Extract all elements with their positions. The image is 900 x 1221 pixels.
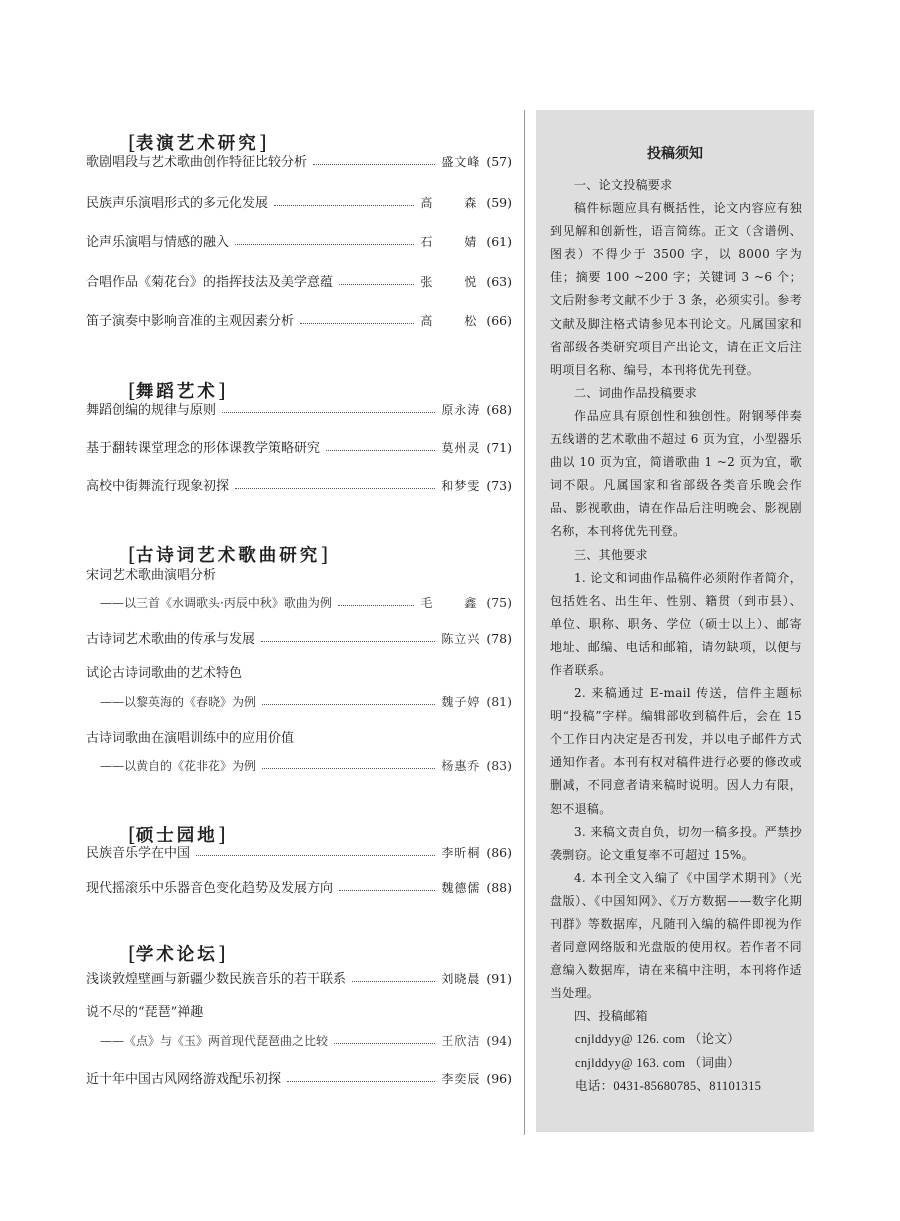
- toc-entry-subtitle-row: [100, 593, 512, 613]
- section-title: 学术论坛: [135, 945, 218, 965]
- leader-dots: [196, 854, 435, 856]
- toc-entry-author: 高 松: [420, 314, 487, 328]
- toc-entry-author: 王欣洁: [441, 1034, 481, 1048]
- leader-dots: [222, 411, 435, 413]
- toc-entry-page: (91): [486, 971, 512, 986]
- toc-entry-author: 杨惠乔: [441, 759, 481, 773]
- notice-title: 投稿须知: [647, 146, 703, 162]
- leader-dots: [339, 283, 414, 285]
- toc-entry: [86, 311, 512, 331]
- bracket-right: ]: [217, 822, 226, 846]
- bracket-right: ]: [320, 542, 329, 566]
- bracket-right: ]: [217, 378, 226, 402]
- leader-dots: [338, 604, 414, 606]
- toc-entry: [86, 878, 512, 898]
- notice-paragraph: 4. 本刊全文入编了《中国学术期刊》（光盘版）、《中国知网》、《万方数据——数字化期刊群》等数据库，凡随刊入编的稿件即视为作者同意网络版和光盘版的使用权。若作者不同意编入数据库，请在来稿中注明，本刊将作适当处理。: [550, 870, 802, 1001]
- leader-dots: [261, 640, 435, 642]
- bracket-right: ]: [258, 130, 267, 154]
- toc-entry-subtitle: ——以黄自的《花非花》为例: [100, 759, 257, 773]
- toc-entry-page: (63): [486, 274, 512, 289]
- toc-entry-title: 民族音乐学在中国: [86, 846, 191, 861]
- bracket-left: [: [128, 822, 136, 846]
- toc-entry-subtitle-row: [100, 692, 512, 712]
- leader-dots: [300, 322, 414, 324]
- notice-heading: 四、投稿邮箱: [574, 1009, 648, 1024]
- toc-entry: [86, 1069, 512, 1089]
- toc-entry-page: (88): [486, 880, 512, 895]
- toc-entry: [86, 400, 512, 420]
- toc-entry-page: (68): [486, 402, 512, 417]
- leader-dots: [262, 767, 435, 769]
- notice-body: [550, 174, 802, 1098]
- toc-entry-author: 毛 鑫: [420, 596, 487, 610]
- toc-entry-author: 石 婧: [420, 235, 487, 249]
- toc-entry-title: 古诗词艺术歌曲的传承与发展: [86, 632, 256, 647]
- bracket-left: [: [128, 941, 136, 965]
- table-of-contents: [86, 0, 512, 1221]
- toc-entry-author: 陈立兴: [441, 632, 481, 646]
- toc-entry-page: (66): [486, 313, 512, 328]
- toc-entry-title: 说不尽的“琵琶”禅趣: [86, 1005, 204, 1020]
- submission-notice-box: [536, 110, 814, 1132]
- leader-dots: [274, 204, 414, 206]
- toc-entry-title: 笛子演奏中影响音准的主观因素分析: [86, 314, 295, 329]
- notice-paragraph: 作品应具有原创性和独创性。附钢琴伴奏五线谱的艺术歌曲不超过 6 页为宜，小型器乐曲以 10 页为宜，简谱歌曲 1 ~2 页为宜，歌词不限。凡属国家和省部级各类音乐晚会作品、影视歌曲，请在作品后注明晚会、影视剧名称，本刊将优先刊登。: [550, 408, 802, 539]
- notice-paragraph: 1. 论文和词曲作品稿件必须附作者简介，包括姓名、出生年、性别、籍贯（到市县）、单位、职称、职务、学位（硕士以上）、邮寄地址、邮编、电话和邮箱，请勿缺项，以便与作者联系。: [550, 570, 802, 677]
- leader-dots: [326, 449, 435, 451]
- toc-entry-title: 近十年中国古风网络游戏配乐初探: [86, 1072, 282, 1087]
- toc-entry-author: 莫州灵: [441, 441, 481, 455]
- toc-entry-author: 高 森: [420, 196, 487, 210]
- toc-entry-subtitle: ——《点》与《玉》两首现代琵琶曲之比较: [100, 1034, 329, 1048]
- leader-dots: [287, 1080, 435, 1082]
- notice-paragraph: 电话：0431-85680785、81101315: [575, 1078, 762, 1093]
- toc-entry-title: 高校中街舞流行现象初探: [86, 479, 230, 494]
- toc-entry-page: (96): [486, 1071, 512, 1086]
- toc-entry: [86, 476, 512, 496]
- notice-paragraph: cnjlddyy@ 163. com （词曲）: [575, 1055, 740, 1070]
- leader-dots: [262, 703, 435, 705]
- toc-entry-page: (57): [486, 154, 512, 169]
- leader-dots: [313, 163, 435, 165]
- notice-paragraph: 2. 来稿通过 E-mail 传送，信件主题标明“投稿”字样。编辑部收到稿件后，会在 15 个工作日内决定是否刊发，并以电子邮件方式通知作者。本刊有权对稿件进行必要的修改或删减，不同意者请来稿时说明。因人力有限，恕不退稿。: [550, 686, 802, 816]
- toc-entry-subtitle: ——以黎英海的《春晓》为例: [100, 695, 257, 709]
- toc-entry-page: (83): [486, 758, 512, 773]
- bracket-left: [: [128, 542, 136, 566]
- toc-entry-page: (86): [486, 845, 512, 860]
- toc-entry-title: 宋词艺术歌曲演唱分析: [86, 568, 217, 583]
- toc-entry-author: 魏德儒: [441, 881, 481, 895]
- section-heading: [128, 542, 328, 568]
- leader-dots: [235, 487, 435, 489]
- toc-entry-page: (75): [486, 595, 512, 610]
- toc-entry-author: 魏子婷: [441, 695, 481, 709]
- toc-entry-title: 歌剧唱段与艺术歌曲创作特征比较分析: [86, 155, 308, 170]
- section-heading: [128, 941, 226, 967]
- notice-heading: 一、论文投稿要求: [574, 178, 673, 192]
- leader-dots: [334, 1042, 435, 1044]
- toc-entry-author: 张 悦: [420, 275, 487, 289]
- notice-paragraph: 3. 来稿文责自负，切勿一稿多投。严禁抄袭剽窃。论文重复率不可超过 15%。: [550, 824, 802, 862]
- toc-entry-page: (59): [486, 195, 512, 210]
- toc-entry: [86, 843, 512, 863]
- notice-heading: 二、词曲作品投稿要求: [574, 385, 698, 400]
- toc-entry-author: 李奕辰: [441, 1072, 481, 1086]
- bracket-left: [: [128, 130, 136, 154]
- toc-entry-page: (61): [486, 234, 512, 249]
- toc-entry: [86, 438, 512, 458]
- toc-entry-title: 试论古诗词歌曲的艺术特色: [86, 666, 243, 681]
- column-divider: [524, 110, 525, 1135]
- toc-entry-page: (94): [486, 1033, 512, 1048]
- section-title: 古诗词艺术歌曲研究: [135, 546, 321, 566]
- toc-entry-author: 李昕桐: [441, 846, 481, 860]
- toc-entry-subtitle: ——以三首《水调歌头·丙辰中秋》歌曲为例: [100, 596, 332, 610]
- toc-entry-author: 和梦雯: [441, 479, 481, 493]
- toc-entry-subtitle-row: [100, 756, 512, 776]
- toc-entry: [86, 272, 512, 292]
- notice-paragraph: 稿件标题应具有概括性，论文内容应有独到见解和创新性，语言简练。正文（含谱例、图表）不得少于 3500 字，以 8000 字为佳；摘要 100 ~200 字；关键词 3 ~6 个；文后附参考文献不少于 3 条，必须实引。参考文献及脚注格式请参见本刊论文。凡属国家和省部级各类研究项目产出论文，请在正文后注明项目名称、编号，本刊将优先刊登。: [550, 201, 802, 377]
- notice-heading: 三、其他要求: [574, 547, 648, 562]
- toc-entry: [86, 232, 512, 252]
- toc-entry-title: 合唱作品《菊花台》的指挥技法及美学意蕴: [86, 275, 334, 290]
- bracket-left: [: [128, 378, 136, 402]
- toc-entry: [86, 629, 512, 649]
- toc-entry-author: 盛文峰: [441, 155, 481, 169]
- toc-entry-title: 舞蹈创编的规律与原则: [86, 403, 217, 418]
- toc-entry: [86, 193, 512, 213]
- leader-dots: [339, 889, 435, 891]
- bracket-right: ]: [217, 941, 226, 965]
- section-title: 表演艺术研究: [135, 134, 259, 154]
- section-title: 舞蹈艺术: [135, 382, 218, 402]
- toc-entry-author: 原永涛: [441, 403, 481, 417]
- notice-paragraph: cnjlddyy@ 126. com （论文）: [575, 1032, 740, 1047]
- toc-entry-title: 现代摇滚乐中乐器音色变化趋势及发展方向: [86, 881, 334, 896]
- toc-entry: [86, 152, 512, 172]
- toc-entry-title: 古诗词歌曲在演唱训练中的应用价值: [86, 731, 295, 746]
- toc-entry-subtitle-row: [100, 1031, 512, 1051]
- toc-entry-page: (71): [486, 440, 512, 455]
- toc-entry-title: 民族声乐演唱形式的多元化发展: [86, 196, 269, 211]
- toc-entry-author: 刘晓晨: [441, 972, 481, 986]
- leader-dots: [352, 980, 435, 982]
- toc-entry-page: (78): [486, 631, 512, 646]
- toc-entry-title: 基于翻转课堂理念的形体课教学策略研究: [86, 441, 321, 456]
- leader-dots: [235, 243, 414, 245]
- toc-entry: [86, 969, 512, 989]
- toc-entry-title: 论声乐演唱与情感的融入: [86, 235, 230, 250]
- toc-entry-page: (73): [486, 478, 512, 493]
- section-title: 硕士园地: [135, 826, 218, 846]
- toc-entry-page: (81): [486, 694, 512, 709]
- toc-entry-title: 浅谈敦煌壁画与新疆少数民族音乐的若干联系: [86, 972, 347, 987]
